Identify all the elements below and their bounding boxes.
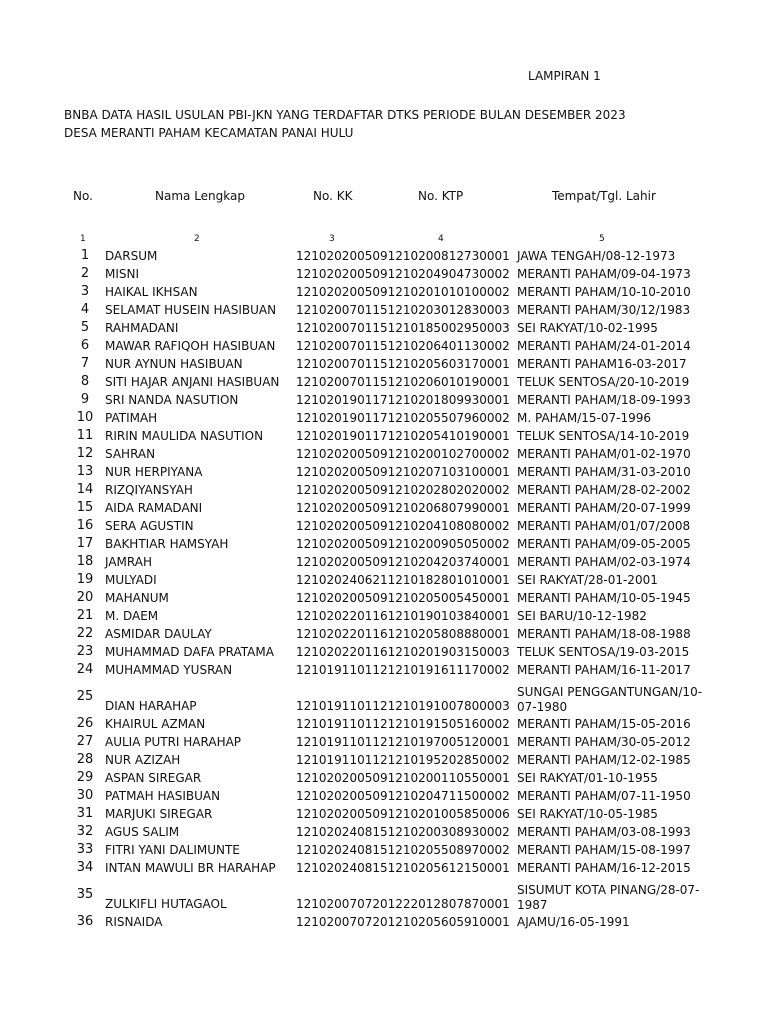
table-row [70, 859, 707, 877]
row-number: 16 [76, 518, 94, 533]
table-row [70, 751, 707, 769]
table-row [70, 409, 707, 427]
table-row [70, 499, 707, 517]
birth-place-date: SEI RAKYAT/01-10-1955 [517, 771, 658, 785]
full-name: NUR AZIZAH [105, 753, 181, 767]
full-name: ZULKIFLI HUTAGAOL [105, 897, 227, 911]
row-number: 28 [76, 752, 94, 767]
row-number: 4 [80, 302, 90, 317]
attachment-label: LAMPIRAN 1 [528, 69, 601, 83]
kk-number: 1210200701151210185002950003 [296, 321, 510, 335]
birth-place-date: MERANTI PAHAM/16-12-2015 [517, 861, 691, 875]
full-name: SRI NANDA NASUTION [105, 393, 239, 407]
kk-number: 1210202005091210200812730001 [296, 249, 510, 263]
row-number: 33 [76, 842, 94, 857]
full-name: FITRI YANI DALIMUNTE [105, 843, 240, 857]
table-row [70, 481, 707, 499]
full-name: MISNI [105, 267, 140, 281]
full-name: MULYADI [105, 573, 157, 587]
row-number: 17 [76, 536, 94, 551]
birth-place-date: MERANTI PAHAM/28-02-2002 [517, 483, 691, 497]
row-number: 29 [76, 770, 94, 785]
birth-place-date: TELUK SENTOSA/20-10-2019 [517, 375, 690, 389]
header-ktp: No. KTP [418, 189, 464, 203]
full-name: DARSUM [105, 249, 158, 263]
row-number: 19 [76, 572, 94, 587]
full-name: NUR HERPIYANA [105, 465, 203, 479]
kk-number: 1210202005091210200110550001 [296, 771, 510, 785]
birth-place-date: TELUK SENTOSA/14-10-2019 [517, 429, 690, 443]
table-row [70, 247, 707, 265]
full-name: RIZQIYANSYAH [105, 483, 193, 497]
kk-number: 1210191101121210191611170002 [296, 663, 510, 677]
row-number: 3 [80, 284, 90, 299]
full-name: ASMIDAR DAULAY [105, 627, 212, 641]
row-number: 26 [76, 716, 94, 731]
header-no: No. [73, 189, 93, 203]
row-number: 25 [76, 689, 94, 704]
kk-number: 1210202005091210204108080002 [296, 519, 510, 533]
full-name: AGUS SALIM [105, 825, 180, 839]
table-row [70, 787, 707, 805]
table-row [70, 391, 707, 409]
row-number: 30 [76, 788, 94, 803]
header-nama: Nama Lengkap [155, 189, 245, 203]
table-row [70, 841, 707, 859]
row-number: 11 [76, 428, 94, 443]
birth-place-date: MERANTI PAHAM/30/12/1983 [517, 303, 691, 317]
birth-place-date: JAWA TENGAH/08-12-1973 [517, 249, 676, 263]
full-name: MAWAR RAFIQOH HASIBUAN [105, 339, 276, 353]
row-number: 8 [80, 374, 90, 389]
birth-place-date: SISUMUT KOTA PINANG/28-07-1987 [517, 883, 700, 912]
table-row [70, 517, 707, 535]
kk-number: 1210200707201222012807870001 [296, 897, 510, 911]
birth-place-date: M. PAHAM/15-07-1996 [517, 411, 652, 425]
kk-number: 1210202201161210201903150003 [296, 645, 510, 659]
row-number: 21 [76, 608, 94, 623]
table-row [70, 679, 707, 715]
birth-place-date: MERANTI PAHAM/16-11-2017 [517, 663, 691, 677]
kk-number: 1210191101121210191505160002 [296, 717, 510, 731]
table-row [70, 913, 707, 931]
row-number: 13 [76, 464, 94, 479]
birth-place-date: MERANTI PAHAM/20-07-1999 [517, 501, 691, 515]
kk-number: 1210202408151210200308930002 [296, 825, 510, 839]
birth-place-date: MERANTI PAHAM/01/07/2008 [517, 519, 691, 533]
table-row [70, 823, 707, 841]
full-name: AIDA RAMADANI [105, 501, 203, 515]
row-number: 1 [80, 248, 90, 263]
full-name: RISNAIDA [105, 915, 163, 929]
kk-number: 1210202005091210201010100002 [296, 285, 510, 299]
row-number: 24 [76, 662, 94, 677]
column-number: 2 [194, 234, 200, 244]
table-row [70, 553, 707, 571]
full-name: DIAN HARAHAP [105, 699, 197, 713]
birth-place-date: MERANTI PAHAM/07-11-1950 [517, 789, 691, 803]
birth-place-date: MERANTI PAHAM/01-02-1970 [517, 447, 691, 461]
row-number: 23 [76, 644, 94, 659]
row-number: 32 [76, 824, 94, 839]
table-row [70, 877, 707, 913]
kk-number: 1210202408151210205508970002 [296, 843, 510, 857]
table-row [70, 607, 707, 625]
full-name: MUHAMMAD YUSRAN [105, 663, 233, 677]
kk-number: 1210202005091210201005850006 [296, 807, 510, 821]
birth-place-date: MERANTI PAHAM/31-03-2010 [517, 465, 691, 479]
table-row [70, 319, 707, 337]
kk-number: 1210200701151210205603170001 [296, 357, 510, 371]
kk-number: 1210202005091210202802020002 [296, 483, 510, 497]
row-number: 7 [80, 356, 90, 371]
table-row [70, 463, 707, 481]
full-name: MARJUKI SIREGAR [105, 807, 213, 821]
table-row [70, 661, 707, 679]
full-name: BAKHTIAR HAMSYAH [105, 537, 229, 551]
table-row [70, 733, 707, 751]
kk-number: 1210202005091210200102700002 [296, 447, 510, 461]
table-row [70, 301, 707, 319]
table-row [70, 589, 707, 607]
full-name: PATMAH HASIBUAN [105, 789, 221, 803]
kk-number: 1210191101121210197005120001 [296, 735, 510, 749]
table-row [70, 715, 707, 733]
document-title: BNBA DATA HASIL USULAN PBI-JKN YANG TERDAFTAR DTKS PERIODE BULAN DESEMBER 2023 [64, 108, 626, 122]
full-name: MUHAMMAD DAFA PRATAMA [105, 645, 274, 659]
birth-place-date: MERANTI PAHAM/09-05-2005 [517, 537, 691, 551]
kk-number: 1210200701151210206010190001 [296, 375, 510, 389]
full-name: HAIKAL IKHSAN [105, 285, 198, 299]
column-number: 1 [80, 234, 86, 244]
header-kk: No. KK [313, 189, 353, 203]
row-number: 20 [76, 590, 94, 605]
kk-number: 1210201901171210205507960002 [296, 411, 510, 425]
birth-place-date: SEI RAKYAT/28-01-2001 [517, 573, 658, 587]
birth-place-date: MERANTI PAHAM/09-04-1973 [517, 267, 691, 281]
kk-number: 1210202201161210190103840001 [296, 609, 510, 623]
table-row [70, 427, 707, 445]
row-number: 31 [76, 806, 94, 821]
row-number: 18 [76, 554, 94, 569]
birth-place-date: MERANTI PAHAM/02-03-1974 [517, 555, 691, 569]
full-name: KHAIRUL AZMAN [105, 717, 206, 731]
birth-place-date: MERANTI PAHAM/03-08-1993 [517, 825, 691, 839]
kk-number: 1210202406211210182801010001 [296, 573, 510, 587]
birth-place-date: MERANTI PAHAM/18-09-1993 [517, 393, 691, 407]
full-name: M. DAEM [105, 609, 159, 623]
full-name: SELAMAT HUSEIN HASIBUAN [105, 303, 277, 317]
table-row [70, 355, 707, 373]
table-row [70, 535, 707, 553]
table-row [70, 643, 707, 661]
table-row [70, 805, 707, 823]
birth-place-date: MERANTI PAHAM/24-01-2014 [517, 339, 691, 353]
row-number: 27 [76, 734, 94, 749]
full-name: RAHMADANI [105, 321, 179, 335]
row-number: 35 [76, 887, 94, 902]
kk-number: 1210202005091210207103100001 [296, 465, 510, 479]
kk-number: 1210202201161210205808880001 [296, 627, 510, 641]
full-name: AULIA PUTRI HARAHAP [105, 735, 242, 749]
table-row [70, 283, 707, 301]
birth-place-date: MERANTI PAHAM/10-05-1945 [517, 591, 691, 605]
row-number: 10 [76, 410, 94, 425]
kk-number: 1210202005091210200905050002 [296, 537, 510, 551]
birth-place-date: MERANTI PAHAM/10-10-2010 [517, 285, 691, 299]
row-number: 36 [76, 914, 94, 929]
column-number: 3 [329, 234, 335, 244]
kk-number: 1210201901171210201809930001 [296, 393, 510, 407]
kk-number: 1210201901171210205410190001 [296, 429, 510, 443]
full-name: SERA AGUSTIN [105, 519, 194, 533]
row-number: 12 [76, 446, 94, 461]
full-name: SAHRAN [105, 447, 156, 461]
kk-number: 1210202005091210204904730002 [296, 267, 510, 281]
kk-number: 1210202408151210205612150001 [296, 861, 510, 875]
column-number: 4 [438, 234, 444, 244]
full-name: SITI HAJAR ANJANI HASIBUAN [105, 375, 280, 389]
birth-place-date: MERANTI PAHAM/12-02-1985 [517, 753, 691, 767]
kk-number: 1210191101121210191007800003 [296, 699, 510, 713]
birth-place-date: MERANTI PAHAM/15-08-1997 [517, 843, 691, 857]
table-row [70, 373, 707, 391]
table-row [70, 337, 707, 355]
birth-place-date: MERANTI PAHAM/15-05-2016 [517, 717, 691, 731]
beneficiary-table [70, 247, 707, 931]
table-row [70, 769, 707, 787]
table-row [70, 445, 707, 463]
kk-number: 1210200707201210205605910001 [296, 915, 510, 929]
table-row [70, 625, 707, 643]
birth-place-date: AJAMU/16-05-1991 [517, 915, 630, 929]
full-name: RIRIN MAULIDA NASUTION [105, 429, 264, 443]
row-number: 14 [76, 482, 94, 497]
kk-number: 1210202005091210206807990001 [296, 501, 510, 515]
row-number: 22 [76, 626, 94, 641]
birth-place-date: MERANTI PAHAM/30-05-2012 [517, 735, 691, 749]
document-subtitle: DESA MERANTI PAHAM KECAMATAN PANAI HULU [64, 126, 354, 140]
table-row [70, 265, 707, 283]
row-number: 2 [80, 266, 90, 281]
header-ttl: Tempat/Tgl. Lahir [552, 189, 656, 203]
full-name: NUR AYNUN HASIBUAN [105, 357, 243, 371]
row-number: 6 [80, 338, 90, 353]
birth-place-date: SUNGAI PENGGANTUNGAN/10-07-1980 [517, 685, 703, 714]
row-number: 15 [76, 500, 94, 515]
row-number: 5 [80, 320, 90, 335]
birth-place-date: MERANTI PAHAM16-03-2017 [517, 357, 687, 371]
kk-number: 1210200701151210203012830003 [296, 303, 510, 317]
full-name: MAHANUM [105, 591, 169, 605]
column-number: 5 [599, 234, 605, 244]
kk-number: 1210200701151210206401130002 [296, 339, 510, 353]
birth-place-date: TELUK SENTOSA/19-03-2015 [517, 645, 690, 659]
birth-place-date: SEI BARU/10-12-1982 [517, 609, 647, 623]
kk-number: 1210191101121210195202850002 [296, 753, 510, 767]
birth-place-date: SEI RAKYAT/10-02-1995 [517, 321, 658, 335]
full-name: PATIMAH [105, 411, 158, 425]
birth-place-date: MERANTI PAHAM/18-08-1988 [517, 627, 691, 641]
kk-number: 1210202005091210204203740001 [296, 555, 510, 569]
row-number: 34 [76, 860, 94, 875]
full-name: INTAN MAWULI BR HARAHAP [105, 861, 276, 875]
full-name: JAMRAH [105, 555, 152, 569]
kk-number: 1210202005091210205005450001 [296, 591, 510, 605]
table-row [70, 571, 707, 589]
row-number: 9 [80, 392, 90, 407]
birth-place-date: SEI RAKYAT/10-05-1985 [517, 807, 658, 821]
full-name: ASPAN SIREGAR [105, 771, 202, 785]
kk-number: 1210202005091210204711500002 [296, 789, 510, 803]
